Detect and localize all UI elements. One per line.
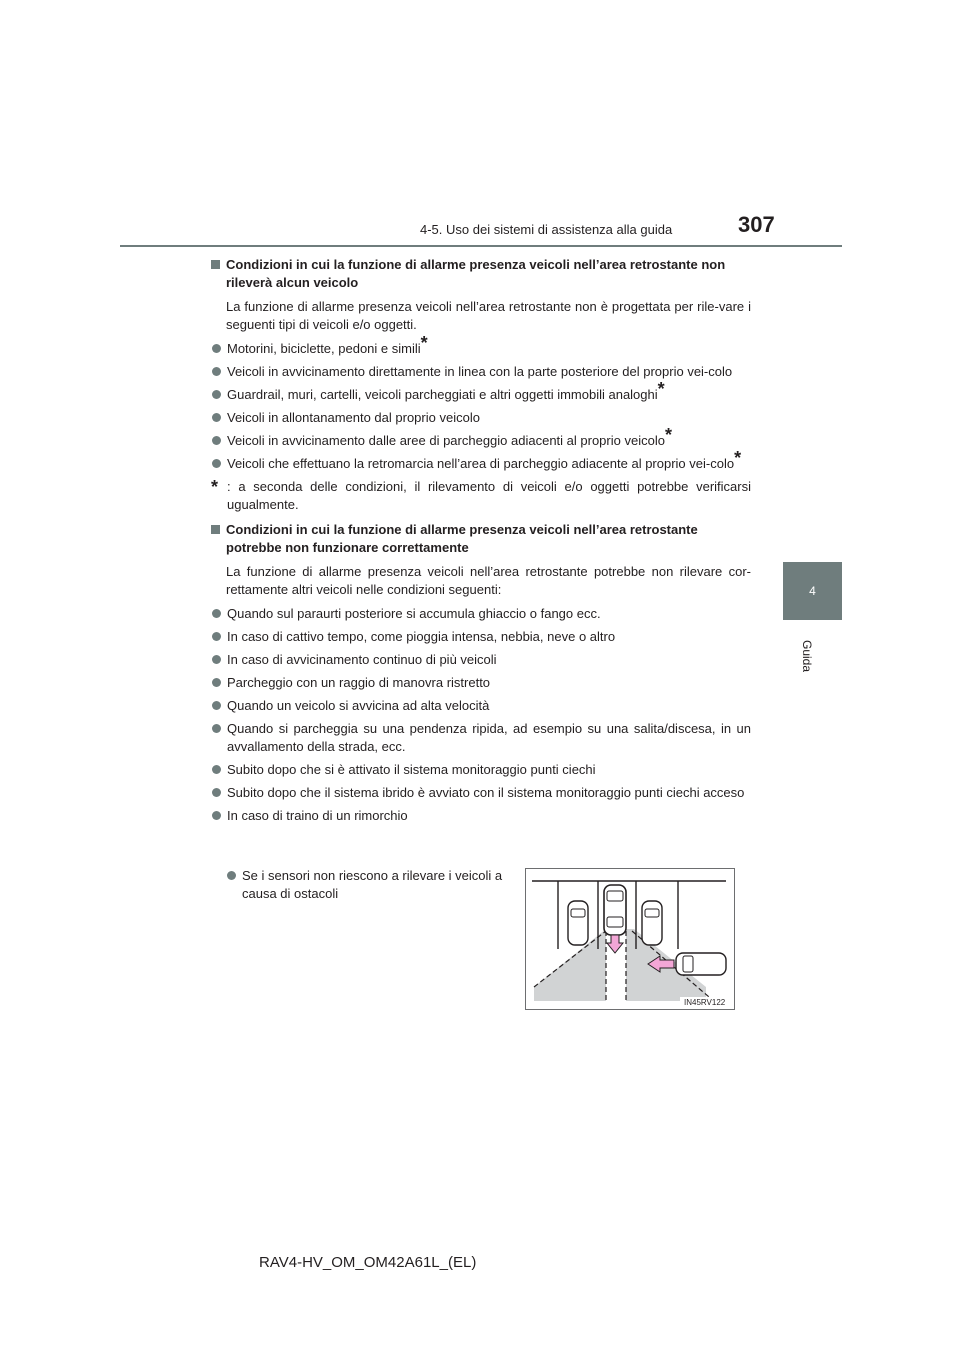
chapter-tab xyxy=(783,562,842,620)
chapter-label-text: Guida xyxy=(800,640,814,673)
section-intro: La funzione di allarme presenza veicoli nell’area retrostante non è progettata per rile-vare i seguenti tipi di veicoli e/o oggetti. xyxy=(226,299,751,332)
main-content xyxy=(211,256,751,830)
list-item-text: Parcheggio con un raggio di manovra ristretto xyxy=(227,675,491,690)
list-item xyxy=(211,425,751,450)
parking-illustration xyxy=(525,868,735,1010)
list-item-text: Se i sensori non riescono a rilevare i veicoli a causa di ostacoli xyxy=(242,868,503,901)
header-section-title: 4-5. Uso dei sistemi di assistenza alla guida xyxy=(420,222,673,237)
list-item xyxy=(211,784,751,802)
square-bullet-icon xyxy=(211,525,220,534)
car-icon xyxy=(568,901,588,945)
list-item-text: Veicoli che effettuano la retromarcia nell’area di parcheggio adiacente al proprio vei-colo xyxy=(227,456,735,471)
list-item xyxy=(211,807,751,825)
list-item-text: Quando un veicolo si avvicina ad alta velocità xyxy=(227,698,490,713)
list-item xyxy=(211,651,751,669)
asterisk-mark: * xyxy=(657,379,665,399)
chapter-label xyxy=(784,640,840,680)
list-item xyxy=(211,333,751,358)
list-item xyxy=(226,867,516,903)
parking-diagram-icon xyxy=(526,869,734,1009)
footnote-text: : a seconda delle condizioni, il rilevamento di veicoli e/o oggetti potrebbe verificarsi ugualmente. xyxy=(227,479,751,512)
bullet-icon xyxy=(212,701,221,710)
bullet-icon xyxy=(212,765,221,774)
bullet-icon xyxy=(212,459,221,468)
bullet-icon xyxy=(212,367,221,376)
footer-doc-code: RAV4-HV_OM_OM42A61L_(EL) xyxy=(259,1254,477,1271)
bullet-icon xyxy=(227,871,236,880)
asterisk-mark: * xyxy=(420,333,428,353)
list-item-text: Veicoli in allontanamento dal proprio veicolo xyxy=(227,410,480,425)
list-item xyxy=(211,605,751,623)
square-bullet-icon xyxy=(211,260,220,269)
list-item-text: Quando sul paraurti posteriore si accumula ghiaccio o fango ecc. xyxy=(227,606,601,621)
page-number: 307 xyxy=(738,212,775,237)
list-item-text: Subito dopo che si è attivato il sistema monitoraggio punti ciechi xyxy=(227,762,596,777)
list-item-text: Subito dopo che il sistema ibrido è avviato con il sistema monitoraggio punti ciechi acceso xyxy=(227,785,745,800)
bullet-icon xyxy=(212,678,221,687)
chapter-number: 4 xyxy=(809,584,816,598)
bullet-icon xyxy=(212,344,221,353)
list-item xyxy=(211,448,751,473)
section-heading xyxy=(211,521,751,557)
asterisk-mark: * xyxy=(734,448,742,468)
bullet-icon xyxy=(212,632,221,641)
list-item-text: In caso di cattivo tempo, come pioggia intensa, nebbia, neve o altro xyxy=(227,629,616,644)
list-item xyxy=(211,761,751,779)
bullet-icon xyxy=(212,609,221,618)
bullet-icon xyxy=(212,436,221,445)
list-item-text: Guardrail, muri, cartelli, veicoli parcheggiati e altri oggetti immobili analoghi xyxy=(227,387,658,402)
bullet-icon xyxy=(212,788,221,797)
section-heading-text: Condizioni in cui la funzione di allarme presenza veicoli nell’area retrostante potrebbe non funzionare correttamente xyxy=(226,522,698,555)
list-item-text: Quando si parcheggia su una pendenza ripida, ad esempio su una salita/discesa, in un avvallamento della strada, ecc. xyxy=(227,721,751,754)
figure-code: IN45RV122 xyxy=(684,998,726,1007)
list-item xyxy=(211,697,751,715)
bullet-icon xyxy=(212,390,221,399)
list-item xyxy=(211,720,751,756)
section-heading xyxy=(211,256,751,292)
bullet-icon xyxy=(212,811,221,820)
bullet-icon xyxy=(212,413,221,422)
list-item xyxy=(211,628,751,646)
reverse-arrow-icon xyxy=(607,935,623,953)
section-intro: La funzione di allarme presenza veicoli nell’area retrostante potrebbe non rilevare cor-rettamente altri veicoli nelle condizioni seguenti: xyxy=(226,564,751,597)
asterisk-mark: * xyxy=(664,425,672,445)
list-item xyxy=(211,379,751,404)
list-item xyxy=(211,674,751,692)
footnote xyxy=(211,478,751,514)
bullet-icon xyxy=(212,655,221,664)
bullet-icon xyxy=(212,724,221,733)
footnote-asterisk: * xyxy=(211,477,219,497)
car-icon xyxy=(642,901,662,945)
section-heading-text: Condizioni in cui la funzione di allarme presenza veicoli nell’area retrostante non rileverà alcun veicolo xyxy=(226,257,726,290)
list-item xyxy=(211,363,751,381)
list-item-text: Veicoli in avvicinamento direttamente in linea con la parte posteriore del proprio vei-colo xyxy=(227,364,733,379)
list-item-text: In caso di avvicinamento continuo di più veicoli xyxy=(227,652,497,667)
header-rule xyxy=(120,245,842,247)
list-item-text: Veicoli in avvicinamento dalle aree di parcheggio adiacenti al proprio veicolo xyxy=(227,433,665,448)
list-item-text: Motorini, biciclette, pedoni e simili xyxy=(227,341,421,356)
list-item-text: In caso di traino di un rimorchio xyxy=(227,808,408,823)
